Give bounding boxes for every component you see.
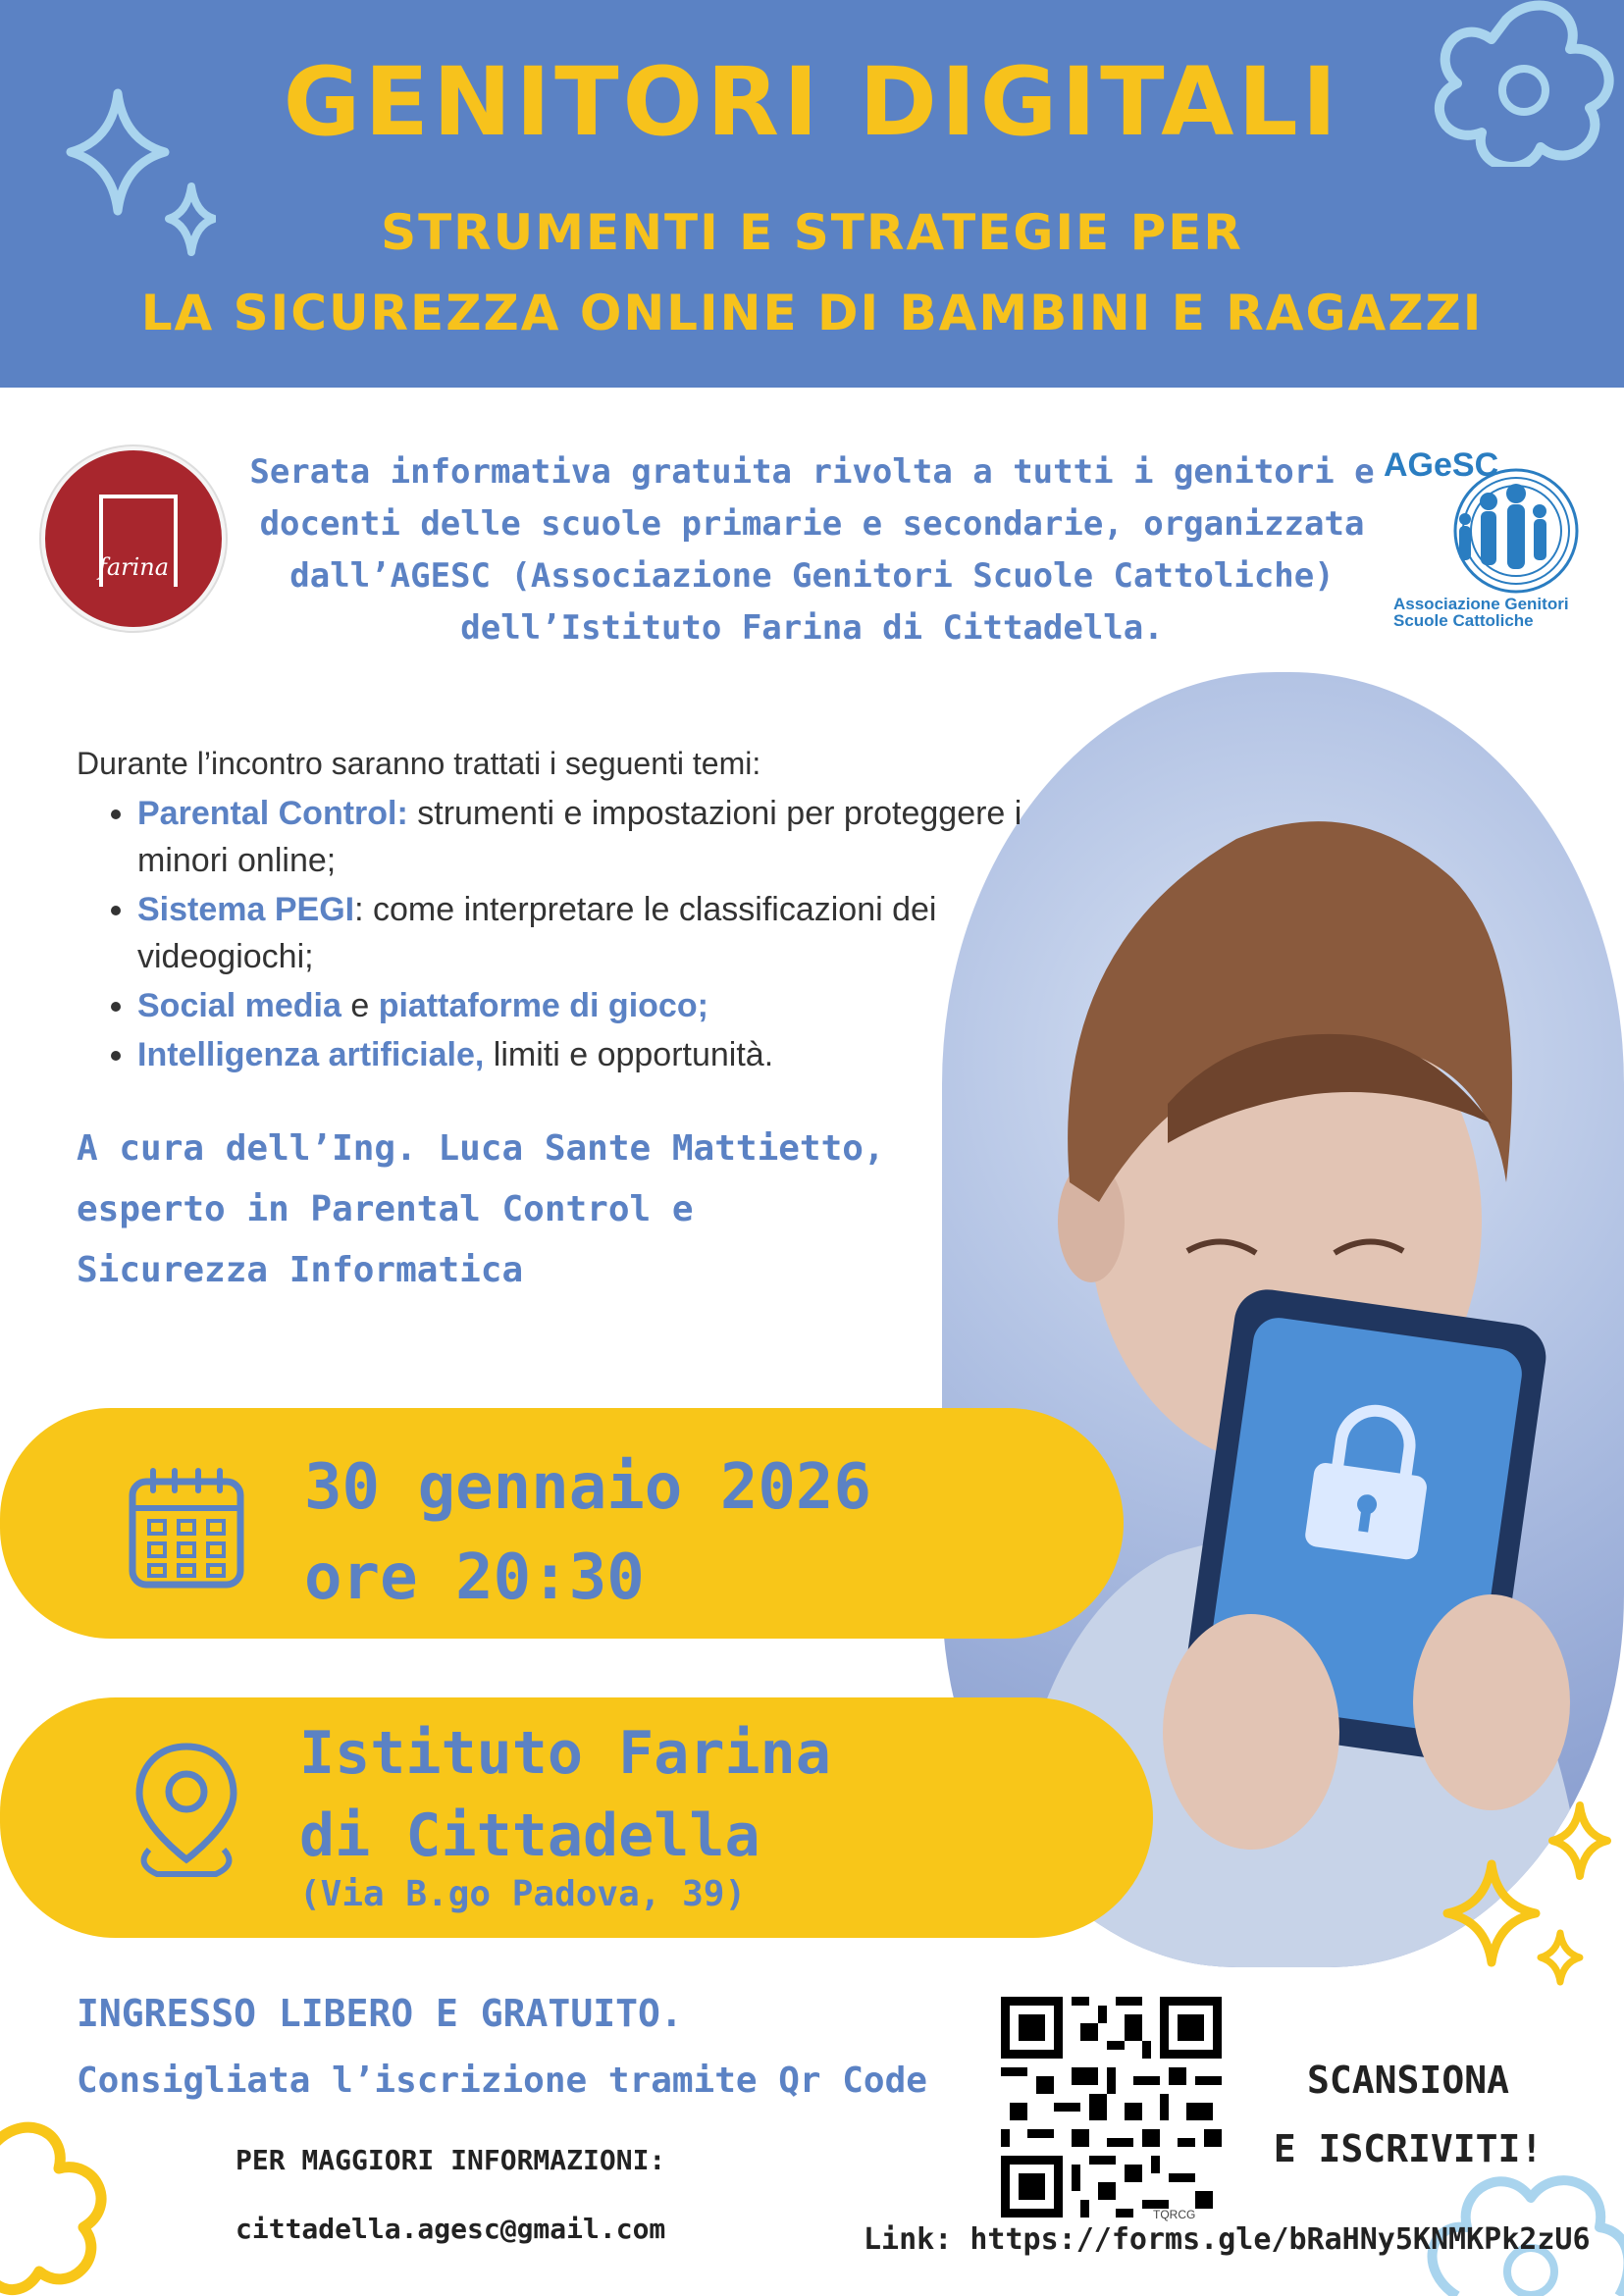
agesc-sub-line: Associazione Genitori [1393,595,1569,613]
intro-line: dall’AGESC (Associazione Genitori Scuole Cattoliche) [289,556,1335,596]
location-pin-icon [128,1737,245,1884]
topic-item [137,982,1040,1029]
more-info-label: PER MAGGIORI INFORMAZIONI: [236,2144,666,2176]
page-title: GENITORI DIGITALI [283,47,1341,157]
topic-text: strumenti e impostazioni per proteggere i minori online; [137,795,1022,879]
scan-line: E ISCRIVITI! [1273,2127,1544,2170]
event-place [299,1712,831,1877]
subtitle-line-2: LA SICUREZZA ONLINE DI BAMBINI E RAGAZZI [140,285,1484,341]
subtitle-line-1: STRUMENTI E STRATEGIE PER [381,204,1243,261]
intro-line: dell’Istituto Farina di Cittadella. [460,608,1164,648]
topic-item [137,1031,1040,1078]
agesc-logo-subtitle [1393,596,1590,629]
topic-item [137,886,1040,980]
intro-line: Serata informativa gratuita rivolta a tutti i genitori e [249,452,1375,492]
topics-list [98,790,1040,1080]
agesc-sub-line: Scuole Cattoliche [1393,611,1534,630]
family-icon [1438,464,1585,597]
qr-generator-tag: TQRCG [1153,2208,1196,2221]
calendar-icon [128,1467,245,1590]
intro-text [240,446,1384,654]
topic-highlight: Social media [137,987,341,1024]
agesc-logo [1384,446,1590,643]
intro-line: docenti delle scuole primarie e secondarie, organizzata [259,504,1365,544]
flower-icon [1398,2134,1624,2296]
farina-logo [41,446,226,631]
topic-highlight: Sistema PEGI [137,891,355,928]
sparkle-icon [1423,1796,1624,2002]
qr-advice-text: Consigliata l’iscrizione tramite Qr Code [77,2061,927,2101]
event-place-line: di Cittadella [299,1801,760,1870]
farina-logo-word: farina [97,553,170,581]
topic-highlight: Parental Control: [137,795,408,832]
topic-text: e [341,987,379,1024]
scan-line: SCANSIONA [1307,2059,1509,2102]
topic-highlight: piattaforme di gioco; [378,987,708,1024]
event-date-time [304,1442,871,1623]
event-place-line: Istituto Farina [299,1719,831,1788]
contact-email[interactable]: cittadella.agesc@gmail.com [236,2213,666,2245]
curator-line: esperto in Parental Control e [77,1189,694,1229]
event-address: (Via B.go Padova, 39) [299,1874,747,1914]
agesc-logo-name: AGeSC [1384,446,1499,484]
event-date: 30 gennaio 2026 [304,1451,871,1524]
topic-text: : come interpretare le classificazioni dei videogiochi; [137,891,937,975]
flower-icon [0,2090,147,2296]
topic-highlight: Intelligenza artificiale, [137,1036,485,1073]
curator-text [77,1119,940,1301]
event-time: ore 20:30 [304,1541,645,1614]
qr-code[interactable] [1001,1997,1222,2218]
registration-link[interactable]: Link: https://forms.gle/bRaHNy5KNMKPk2zU6 [864,2222,1591,2257]
topic-text: limiti e opportunità. [484,1036,774,1073]
topic-item [137,790,1040,884]
curator-line: Sicurezza Informatica [77,1250,524,1290]
free-entry-text: INGRESSO LIBERO E GRATUITO. [77,1992,683,2035]
topics-intro: Durante l’incontro saranno trattati i seguenti temi: [77,746,761,781]
curator-line: A cura dell’Ing. Luca Sante Mattietto, [77,1128,885,1169]
